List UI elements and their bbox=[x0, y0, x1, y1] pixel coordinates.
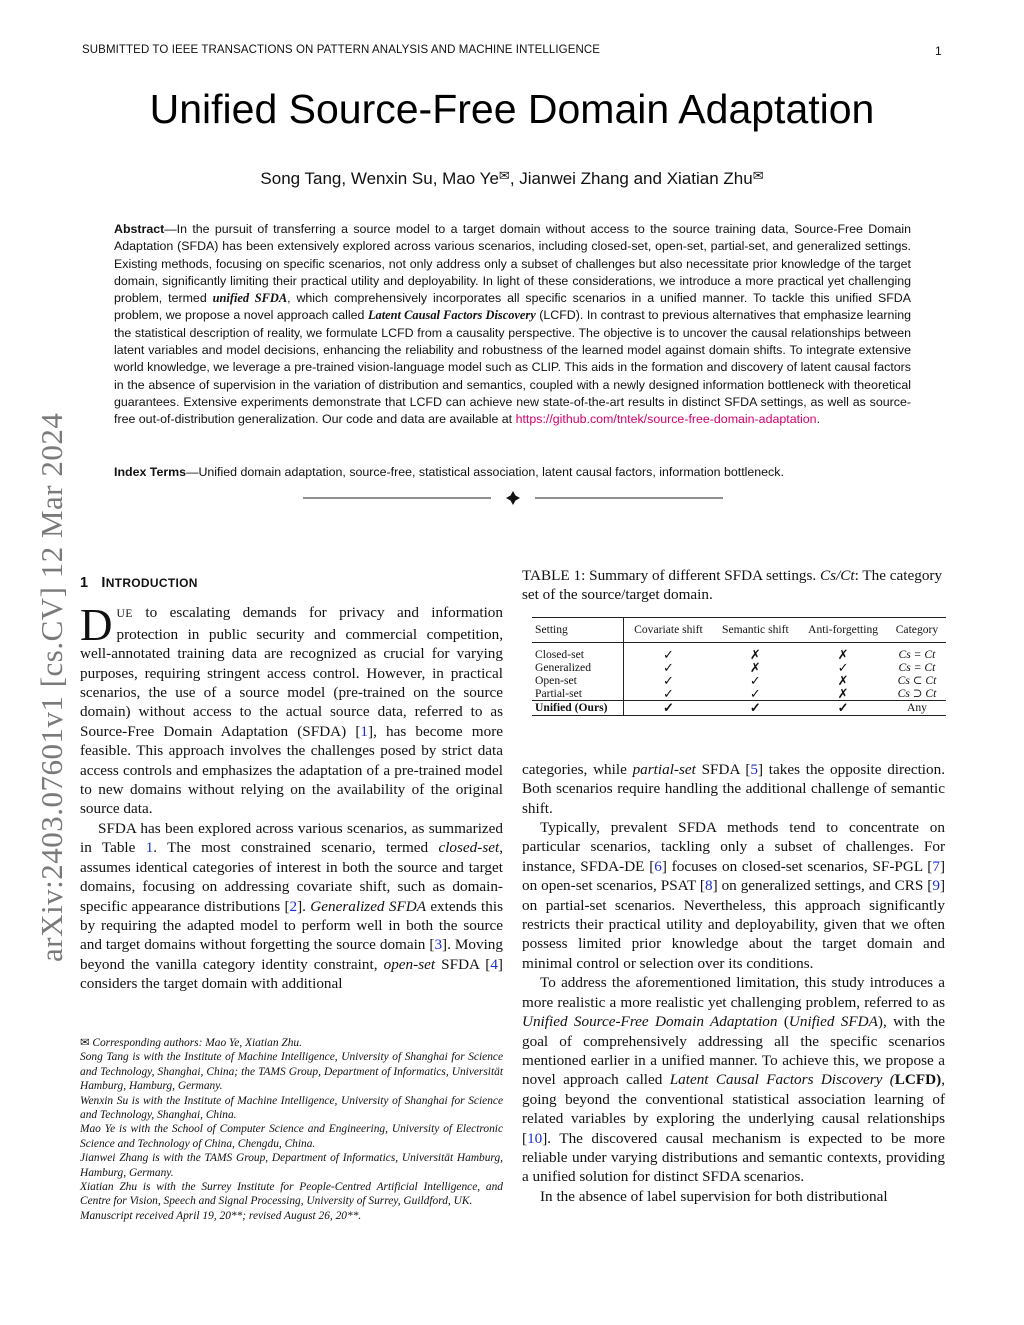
check-icon: ✓ bbox=[662, 672, 674, 688]
table-cell: Cs ⊂ Ct bbox=[897, 673, 937, 687]
citation-link[interactable]: 2 bbox=[289, 897, 298, 915]
text: ], has become more feasible. This approach involves the challenges posed by strict data access controls and emphasizes the adaptation of a pre-trained model to new domains without relying on the availability of the original source data. bbox=[80, 722, 504, 818]
text: ] focuses on closed-set scenarios, SF-PGL [ bbox=[661, 857, 933, 875]
check-icon: ✓ bbox=[837, 699, 849, 715]
text: ] takes the opposite direction. Both scenarios require handling the additional challenge of semantic shift. bbox=[522, 760, 945, 817]
table-cell: Cs ⊃ Ct bbox=[897, 686, 937, 700]
text: to escalating demands for privacy and information protection in public security and commercial competition, well-annotated training data are recognized as crucial for varying purposes, requiring stringent access control. However, in practical scenarios, the use of a source model (pre-trained on the source domain) without access to the actual source data, referred to as Source-Free Domain Adaptation (SFDA) [ bbox=[80, 604, 503, 740]
text: ] on generalized settings, and CRS [ bbox=[712, 877, 933, 895]
text: To address the aforementioned limitation, this study introduces a more realistic a more realistic yet challenging problem, referred to as bbox=[522, 974, 945, 1011]
section-separator bbox=[303, 488, 723, 508]
citation-link[interactable]: 6 bbox=[654, 857, 662, 875]
table-row bbox=[532, 661, 946, 674]
check-icon: ✓ bbox=[749, 685, 761, 701]
text: , assumes identical categories of interest in both the source and target domains, focusing on addressing covariate shift, such as domain-specific appearance distributions [ bbox=[80, 839, 503, 915]
abstract-text: (LCFD). In contrast to previous alternatives that emphasize learning the statistical description of reality, we formulate LCFD from a causality perspective. The objective is to uncover the causal relationships between latent variables and model decisions, enhancing the reliability and robustness of the learned model against domain shifts. To integrate extensive world knowledge, we leverage a pre-trained vision-language model such as CLIP. This aids in the formation and discovery of latent causal factors in the absence of supervision in the variation of distribution and semantics, coupled with a newly designed information bottleneck with theoretical guarantees. Extensive experiments demonstrate that LCFD can achieve new state-of-the-art results in distinct SFDA settings, as well as source-free out-of-distribution generalization. Our code and data are available at bbox=[114, 308, 911, 427]
left-column bbox=[80, 570, 503, 994]
footnote-affiliation: Wenxin Su is with the Institute of Machine Intelligence, University of Shanghai for Science and Technology, Shanghai, China. bbox=[80, 1094, 503, 1122]
diamond-ornament-icon bbox=[506, 491, 520, 505]
cross-icon: ✗ bbox=[837, 646, 849, 662]
table-cell: Cs = Ct bbox=[898, 647, 936, 661]
envelope-icon: ✉ bbox=[80, 1037, 90, 1049]
citation-link[interactable]: 4 bbox=[490, 955, 498, 973]
table-row bbox=[532, 687, 946, 701]
table-link[interactable]: 1 bbox=[145, 839, 154, 857]
citation-link[interactable]: 7 bbox=[932, 857, 940, 875]
code-link[interactable]: https://github.com/tntek/source-free-domain-adaptation bbox=[515, 412, 817, 427]
text: SFDA has been explored across various scenarios, as summarized in Table bbox=[80, 819, 503, 857]
emphasis: Latent Causal Factors Discovery ( bbox=[669, 1071, 895, 1089]
section-title-initial: I bbox=[101, 575, 106, 591]
table-cell: Open-set bbox=[532, 674, 624, 687]
bold-text: LCFD) bbox=[894, 1071, 942, 1089]
text: ] on partial-set scenarios. Nevertheless, this approach significantly restricts their practical utility and deployability, given that we often possess limited prior knowledge about the target domain and minimal control or selection over its conditions. bbox=[522, 877, 946, 972]
cross-icon: ✗ bbox=[837, 672, 849, 688]
footnotes bbox=[80, 1036, 503, 1223]
intro-paragraph-1 bbox=[80, 600, 504, 818]
check-icon: ✓ bbox=[662, 699, 674, 715]
index-terms-text: —Unified domain adaptation, source-free, statistical association, latent causal factors, information bottleneck. bbox=[186, 465, 784, 479]
footnote-affiliation: Mao Ye is with the School of Computer Science and Engineering, University of Electronic Science and Technology of China, Chengdu, China. bbox=[80, 1123, 503, 1150]
abstract-text: . bbox=[816, 412, 821, 427]
text: categories, while bbox=[522, 760, 633, 778]
right-paragraph-3 bbox=[522, 973, 945, 1186]
footnote-affiliation: Xiatian Zhu is with the Surrey Institute for People-Centred Artificial Intelligence, and Centre for Vision, Speech and Signal Processing, University of Surrey, Guildford, UK. bbox=[80, 1181, 503, 1208]
authors-part-1: Song Tang, Wenxin Su, Mao Ye bbox=[260, 169, 499, 188]
caption-text: : The category set of the source/target domain. bbox=[522, 567, 943, 604]
emphasis: closed-set bbox=[438, 839, 500, 857]
table-cell: Partial-set bbox=[532, 687, 624, 701]
emphasis: Generalized SFDA bbox=[310, 897, 426, 915]
right-paragraph-2 bbox=[522, 818, 945, 973]
citation-link[interactable]: 10 bbox=[527, 1129, 543, 1147]
authors-part-2: , Jianwei Zhang and Xiatian Zhu bbox=[509, 169, 753, 188]
table-cell: Closed-set bbox=[532, 642, 624, 661]
index-terms-label: Index Terms bbox=[114, 465, 187, 479]
corresponding-mark-icon: ✉ bbox=[752, 168, 764, 183]
abstract-text: , which comprehensively incorporates all specific scenarios in a unified manner. To tackle this unified SFDA problem, we propose a novel approach called bbox=[114, 291, 911, 323]
check-icon: ✓ bbox=[749, 672, 761, 688]
check-icon: ✓ bbox=[837, 659, 849, 675]
table-header: Covariate shift bbox=[634, 622, 703, 636]
intro-paragraph-2 bbox=[80, 819, 503, 994]
table-caption bbox=[522, 566, 945, 605]
index-terms bbox=[114, 464, 911, 481]
text: ]. bbox=[297, 897, 311, 915]
text: ] on open-set scenarios, PSAT [ bbox=[522, 857, 946, 895]
author-list bbox=[0, 168, 1024, 189]
text: SFDA [ bbox=[435, 955, 491, 973]
table-header: Setting bbox=[532, 617, 624, 642]
text: extends this by requiring the adapted model to perform well in both the source and target domains without forgetting the source domain [ bbox=[80, 897, 503, 954]
running-header: SUBMITTED TO IEEE TRANSACTIONS ON PATTERN ANALYSIS AND MACHINE INTELLIGENCE bbox=[82, 44, 601, 56]
text: ] considers the target domain with additional bbox=[80, 955, 503, 993]
emphasis: partial-set bbox=[632, 760, 696, 778]
abstract-emphasis: Latent Causal Factors Discovery bbox=[367, 308, 536, 323]
text: SFDA [ bbox=[695, 760, 751, 778]
citation-link[interactable]: 9 bbox=[932, 877, 940, 895]
page-number: 1 bbox=[935, 44, 942, 58]
text: Typically, prevalent SFDA methods tend to concentrate on particular scenarios, tackling only a subset of challenges. For instance, SFDA-DE [ bbox=[522, 819, 945, 875]
check-icon: ✓ bbox=[662, 685, 674, 701]
table-cell: Generalized bbox=[532, 661, 624, 674]
right-paragraph-1 bbox=[522, 760, 945, 818]
table-cell: Cs = Ct bbox=[898, 660, 936, 674]
text: ), with the goal of comprehensively addressing all the specific scenarios mentioned earlier in a unified manner. To achieve this, we propose a novel approach called bbox=[522, 1013, 946, 1089]
emphasis: Unified Source-Free Domain Adaptation bbox=[522, 1013, 778, 1031]
text: ]. Moving beyond the vanilla category identity constraint, bbox=[80, 936, 503, 973]
corresponding-mark-icon: ✉ bbox=[498, 168, 510, 183]
citation-link[interactable]: 5 bbox=[750, 760, 758, 778]
text: . The most constrained scenario, termed bbox=[153, 839, 439, 857]
text: , going beyond the conventional statistical association learning of related variables by exploring the underlying causal relationships [ bbox=[522, 1071, 945, 1147]
table-row-ours bbox=[532, 700, 946, 715]
footnote-manuscript: Manuscript received April 19, 20**; revised August 26, 20**. bbox=[80, 1209, 362, 1222]
abstract-label: Abstract bbox=[114, 222, 165, 236]
right-paragraph-4: In the absence of label supervision for both distributional bbox=[540, 1187, 888, 1205]
abstract-emphasis: unified SFDA bbox=[212, 291, 288, 306]
caption-text: TABLE 1: Summary of different SFDA settings. bbox=[522, 567, 821, 584]
check-icon: ✓ bbox=[749, 699, 761, 715]
section-title-rest: NTRODUCTION bbox=[105, 576, 198, 590]
citation-link[interactable]: 8 bbox=[704, 877, 713, 895]
table-cell: Unified (Ours) bbox=[532, 700, 624, 715]
arxiv-stamp: arXiv:2403.07601v1 [cs.CV] 12 Mar 2024 bbox=[34, 412, 69, 962]
footnote-affiliation: Jianwei Zhang is with the TAMS Group, Department of Informatics, Universität Hamburg, Hamburg, Germany. bbox=[80, 1152, 503, 1179]
table-header: Category bbox=[895, 622, 939, 636]
small-caps-lead: UE bbox=[116, 608, 134, 621]
check-icon: ✓ bbox=[662, 659, 674, 675]
table-header: Semantic shift bbox=[722, 622, 789, 636]
footnote-affiliation: Song Tang is with the Institute of Machine Intelligence, University of Shanghai for Science and Technology, Shanghai, China; the TAMS Group, Department of Informatics, Universität Hamburg, Hamburg, Germany. bbox=[80, 1051, 503, 1093]
drop-cap: D bbox=[80, 600, 113, 651]
table-row bbox=[532, 674, 946, 687]
cross-icon: ✗ bbox=[749, 659, 761, 675]
table-header: Anti-forgetting bbox=[808, 622, 879, 636]
citation-link[interactable]: 1 bbox=[360, 722, 369, 740]
cross-icon: ✗ bbox=[749, 646, 761, 662]
footnote-corresponding bbox=[80, 1036, 503, 1050]
sfda-settings-table bbox=[532, 617, 946, 716]
footnote-text: Corresponding authors: Mao Ye, Xiatian Zhu. bbox=[89, 1037, 302, 1049]
citation-link[interactable]: 3 bbox=[434, 936, 443, 954]
table-cell: Any bbox=[906, 700, 927, 714]
abstract-text: —In the pursuit of transferring a source model to a target domain without access to the source training data, Source-Free Domain Adaptation (SFDA) has been extensively explored across various scenarios, including closed-set, open-set, partial-set, and generalized settings. Existing methods, focusing on specific scenarios, not only address only a subset of challenges but also necessitate prior knowledge of the target domain, significantly limiting their practical utility and deployability. In light of these considerations, we introduce a more practical yet challenging problem, termed bbox=[114, 222, 911, 306]
section-heading-introduction bbox=[80, 574, 503, 593]
section-number: 1 bbox=[80, 575, 89, 591]
cross-icon: ✗ bbox=[837, 685, 849, 701]
emphasis: Unified SFDA bbox=[788, 1013, 878, 1031]
paper-title: Unified Source-Free Domain Adaptation bbox=[149, 86, 875, 132]
right-column bbox=[522, 566, 945, 1206]
text: ( bbox=[777, 1013, 789, 1031]
table-header-row bbox=[532, 617, 946, 642]
emphasis: open-set bbox=[383, 955, 436, 973]
abstract bbox=[114, 221, 911, 429]
table-row bbox=[532, 642, 946, 661]
check-icon: ✓ bbox=[662, 646, 674, 662]
caption-math: Cs/Ct bbox=[820, 567, 855, 584]
text: ]. The discovered causal mechanism is expected to be more reliable under varying distributions and semantic contexts, providing a unified solution for distinct SFDA scenarios. bbox=[522, 1129, 945, 1186]
